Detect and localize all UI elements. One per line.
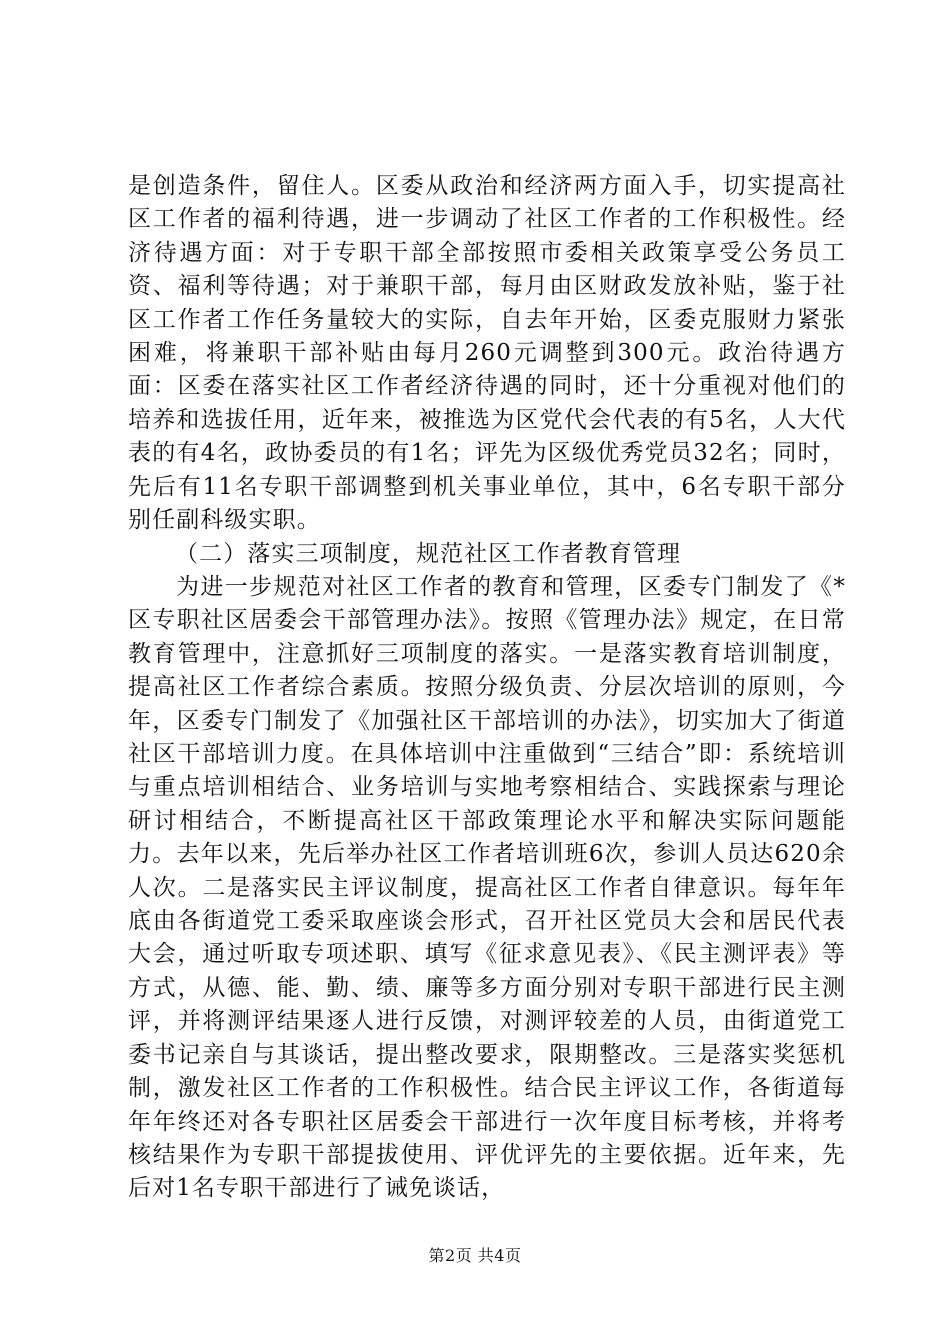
body-paragraph: 为进一步规范对社区工作者的教育和管理，区委专门制发了《*区专职社区居委会干部管理办法》。按照《管理办法》规定，在日常教育管理中，注意抓好三项制度的落实。一是落实教育培训制度，提高社区工作者综合素质。按照分级负责、分层次培训的原则，今年，区委专门制发了《加强社区干部培训的办法》，切实加大了街道社区干部培训力度。在具体培训中注重做到“三结合”即：系统培训与重点培训相结合、业务培训与实地考察相结合、实践探索与理论研讨相结合，不断提高社区干部政策理论水平和解决实际问题能力。去年以来，先后举办社区工作者培训班6次，参训人员达620余人次。二是落实民主评议制度，提高社区工作者自律意识。每年年底由各街道党工委采取座谈会形式，召开社区党员大会和居民代表大会，通过听取专项述职、填写《征求意见表》、《民主测评表》等方式，从德、能、勤、绩、廉等多方面分别对专职干部进行民主测评，并将测评结果逐人进行反馈，对测评较差的人员，由街道党工委书记亲自与其谈话，提出整改要求，限期整改。三是落实奖惩机制，激发社区工作者的工作积极性。结合民主评议工作，各街道每年年终还对各专职社区居委会干部进行一次年度目标考核，并将考核结果作为专职干部提拔使用、评优评先的主要依据。近年来，先后对1名专职干部进行了诫免谈话， (128, 574, 846, 1202)
section-heading: （二）落实三项制度，规范社区工作者教育管理 (175, 541, 682, 567)
page-number-footer: 第2页 共4页 (428, 1246, 522, 1265)
body-paragraph: 是创造条件，留住人。区委从政治和经济两方面入手，切实提高社区工作者的福利待遇，进一步调动了社区工作者的工作积极性。经济待遇方面：对于专职干部全部按照市委相关政策享受公务员工资、福利等待遇；对于兼职干部，每月由区财政发放补贴，鉴于社区工作者工作任务量较大的实际，自去年开始，区委克服财力紧张困难，将兼职干部补贴由每月260元调整到300元。政治待遇方面：区委在落实社区工作者经济待遇的同时，还十分重视对他们的培养和选拔任用，近年来，被推选为区党代会代表的有5名，人大代表的有4名，政协委员的有1名；评先为区级优秀党员32名；同时，先后有11名专职干部调整到机关事业单位，其中，6名专职干部分别任副科级实职。 (128, 173, 846, 534)
